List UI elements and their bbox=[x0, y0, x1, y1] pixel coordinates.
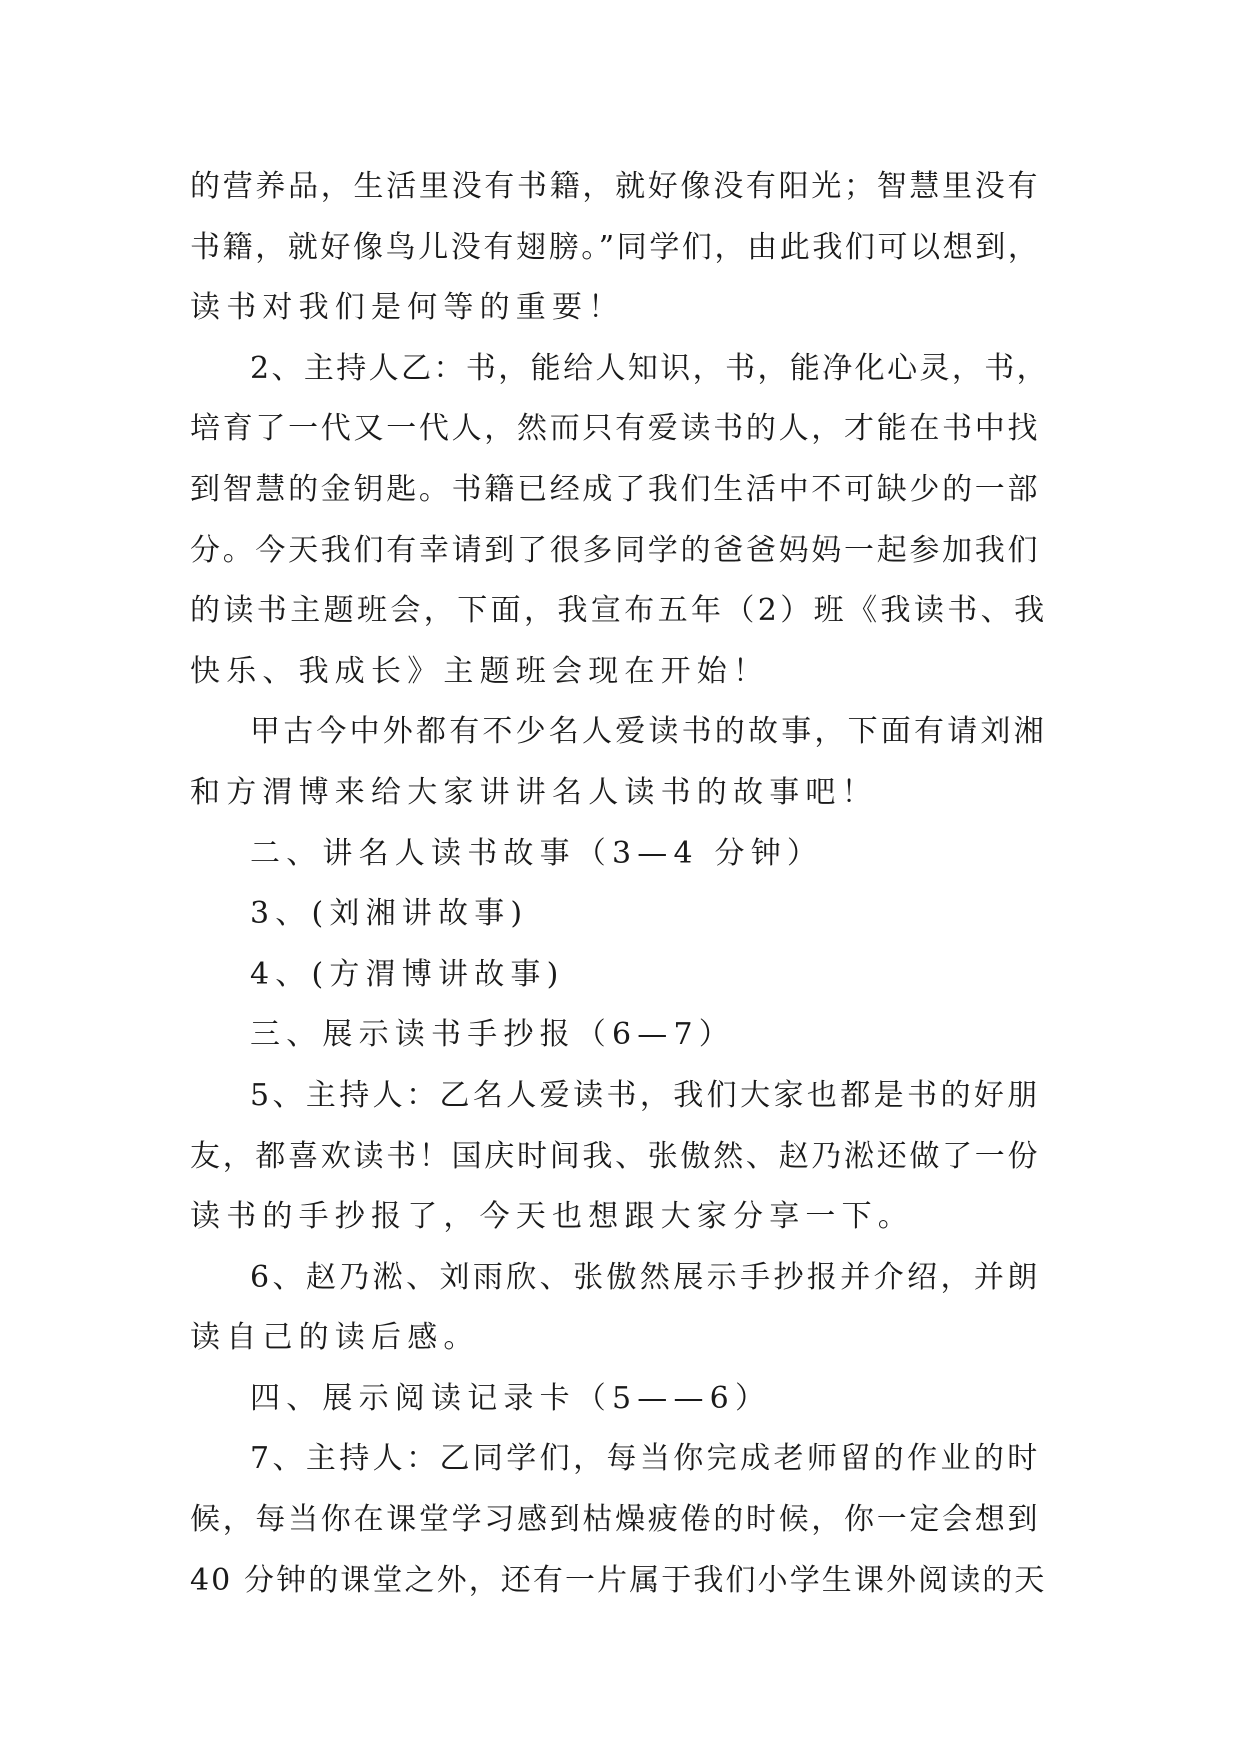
section-heading: 四、展示阅读记录卡（5——6） bbox=[250, 1380, 772, 1416]
text-line: 读书对我们是何等的重要！ bbox=[190, 290, 625, 326]
text-line: 40 分钟的课堂之外，还有一片属于我们小学生课外阅读的天 bbox=[190, 1562, 1047, 1598]
text-line: 友，都喜欢读书！国庆时间我、张傲然、赵乃淞还做了一份 bbox=[190, 1138, 1041, 1174]
text-line: 读自己的读后感。 bbox=[190, 1320, 480, 1356]
text-line: 的营养品，生活里没有书籍，就好像没有阳光；智慧里没有 bbox=[190, 169, 1041, 204]
text-line: 培育了一代又一代人，然而只有爱读书的人，才能在书中找 bbox=[190, 411, 1041, 447]
paragraph-start-line: 5、主持人：乙名人爱读书，我们大家也都是书的好朋 bbox=[250, 1077, 1041, 1113]
paragraph-start-line: 6、赵乃淞、刘雨欣、张傲然展示手抄报并介绍，并朗 bbox=[250, 1259, 1041, 1295]
list-item: 3、(刘湘讲故事) bbox=[250, 896, 529, 932]
section-heading: 二、讲名人读书故事（3—4 分钟） bbox=[250, 835, 824, 871]
text-line: 分。今天我们有幸请到了很多同学的爸爸妈妈一起参加我们 bbox=[190, 532, 1041, 568]
text-line: 和方渭博来给大家讲讲名人读书的故事吧！ bbox=[190, 774, 878, 810]
text-line: 快乐、我成长》主题班会现在开始！ bbox=[190, 653, 770, 689]
paragraph-start-line: 2、主持人乙：书，能给人知识，书，能净化心灵，书， bbox=[250, 350, 1050, 386]
text-line: 书籍，就好像鸟儿没有翅膀。”同学们，由此我们可以想到， bbox=[190, 229, 1041, 265]
paragraph-start-line: 7、主持人：乙同学们，每当你完成老师留的作业的时 bbox=[250, 1441, 1041, 1477]
paragraph-start-line: 甲古今中外都有不少名人爱读书的故事，下面有请刘湘 bbox=[250, 714, 1047, 750]
text-line: 候，每当你在课堂学习感到枯燥疲倦的时候，你一定会想到 bbox=[190, 1502, 1041, 1538]
text-line: 的读书主题班会，下面，我宣布五年（2）班《我读书、我 bbox=[190, 593, 1048, 629]
text-line: 到智慧的金钥匙。书籍已经成了我们生活中不可缺少的一部 bbox=[190, 471, 1041, 507]
list-item: 4、(方渭博讲故事) bbox=[250, 956, 565, 992]
section-heading: 三、展示读书手抄报（6—7） bbox=[250, 1017, 735, 1053]
document-body bbox=[190, 157, 1050, 1611]
text-line: 读书的手抄报了，今天也想跟大家分享一下。 bbox=[190, 1199, 914, 1235]
